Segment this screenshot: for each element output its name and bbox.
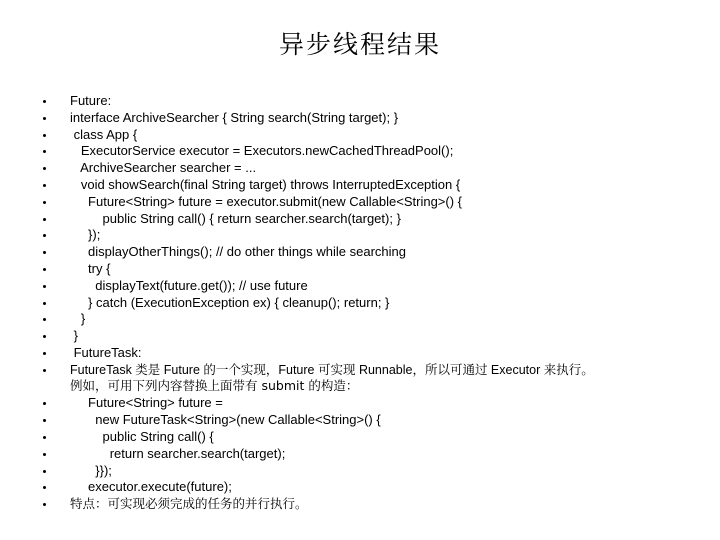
bullet-dot-icon bbox=[43, 285, 46, 288]
line-text: Future: bbox=[70, 93, 112, 108]
line-text: ArchiveSearcher searcher = ... bbox=[70, 160, 257, 176]
line-text-continuation: 例如，可用下列内容替换上面带有 submit 的构造： bbox=[70, 377, 359, 393]
slide-title: 异步线程结果 bbox=[278, 30, 441, 59]
line-text: } bbox=[70, 311, 86, 327]
line-text: } catch (ExecutionException ex) { cleanup(); return; } bbox=[70, 294, 390, 310]
bullet-dot-icon bbox=[43, 352, 46, 355]
bullet-dot-icon bbox=[43, 486, 46, 489]
bullet-line-21 bbox=[40, 446, 700, 463]
bullet-line-24 bbox=[40, 496, 700, 513]
bullet-dot-icon bbox=[43, 302, 46, 305]
line-text: FutureTask 类是 Future 的一个实现，Future 可实现 Runnable，所以可通过 Executor 来执行。 bbox=[70, 362, 594, 377]
bullet-line-2 bbox=[40, 110, 700, 127]
bullet-dot-icon bbox=[43, 470, 46, 473]
bullet-dot-icon bbox=[43, 436, 46, 439]
line-text: }); bbox=[70, 227, 101, 243]
bullet-dot-icon bbox=[43, 218, 46, 221]
line-text: class App { bbox=[70, 126, 138, 142]
line-text: new FutureTask<String>(new Callable<String>() { bbox=[70, 412, 381, 428]
line-text: executor.execute(future); bbox=[70, 479, 232, 495]
bullet-dot-icon bbox=[43, 453, 46, 456]
line-text: return searcher.search(target); bbox=[70, 445, 286, 461]
bullet-line-11 bbox=[40, 261, 700, 278]
line-text: 特点：可实现必须完成的任务的并行执行。 bbox=[70, 497, 308, 512]
bullet-dot-icon bbox=[43, 167, 46, 170]
line-text: public String call() { return searcher.search(target); } bbox=[70, 210, 401, 226]
bullet-line-4 bbox=[40, 143, 700, 160]
bullet-dot-icon bbox=[43, 335, 46, 338]
bullet-line-5 bbox=[40, 160, 700, 177]
bullet-line-14 bbox=[40, 311, 700, 328]
line-text: Future<String> future = bbox=[70, 395, 223, 411]
bullet-dot-icon bbox=[43, 419, 46, 422]
bullet-line-16 bbox=[40, 345, 700, 362]
line-text: ExecutorService executor = Executors.newCachedThreadPool(); bbox=[70, 143, 454, 159]
bullet-dot-icon bbox=[43, 117, 46, 120]
bullet-line-13 bbox=[40, 295, 700, 312]
bullet-line-3 bbox=[40, 127, 700, 144]
line-text: } bbox=[70, 328, 78, 344]
bullet-line-8 bbox=[40, 211, 700, 228]
bullet-dot-icon bbox=[43, 503, 46, 506]
bullet-line-20 bbox=[40, 429, 700, 446]
bullet-dot-icon bbox=[43, 150, 46, 153]
bullet-dot-icon bbox=[43, 318, 46, 321]
bullet-dot-icon bbox=[43, 402, 46, 405]
bullet-line-22 bbox=[40, 463, 700, 480]
bullet-dot-icon bbox=[43, 100, 46, 103]
line-text: interface ArchiveSearcher { String search(String target); } bbox=[70, 109, 399, 125]
line-text: void showSearch(final String target) throws InterruptedException { bbox=[70, 176, 461, 192]
bullet-dot-icon bbox=[43, 184, 46, 187]
line-text: try { bbox=[70, 260, 111, 276]
bullet-line-18 bbox=[40, 395, 700, 412]
bullet-line-10 bbox=[40, 244, 700, 261]
bullet-dot-icon bbox=[43, 251, 46, 254]
line-text: }}); bbox=[70, 462, 112, 478]
line-text: Future<String> future = executor.submit(new Callable<String>() { bbox=[70, 193, 463, 209]
bullet-line-6 bbox=[40, 177, 700, 194]
line-text: public String call() { bbox=[70, 428, 214, 444]
bullet-line-19 bbox=[40, 412, 700, 429]
bullet-line-7 bbox=[40, 194, 700, 211]
bullet-dot-icon bbox=[43, 369, 46, 372]
code-bullet-list bbox=[40, 93, 700, 513]
bullet-line-23 bbox=[40, 479, 700, 496]
bullet-line-17 bbox=[40, 362, 700, 396]
bullet-line-9 bbox=[40, 227, 700, 244]
bullet-dot-icon bbox=[43, 134, 46, 137]
line-text: FutureTask: bbox=[70, 344, 142, 360]
bullet-dot-icon bbox=[43, 201, 46, 204]
bullet-line-12 bbox=[40, 278, 700, 295]
bullet-line-15 bbox=[40, 328, 700, 345]
line-text: displayOtherThings(); // do other things while searching bbox=[70, 244, 406, 260]
bullet-dot-icon bbox=[43, 268, 46, 271]
bullet-line-1 bbox=[40, 93, 700, 110]
bullet-dot-icon bbox=[43, 234, 46, 237]
line-text: displayText(future.get()); // use future bbox=[70, 277, 308, 293]
